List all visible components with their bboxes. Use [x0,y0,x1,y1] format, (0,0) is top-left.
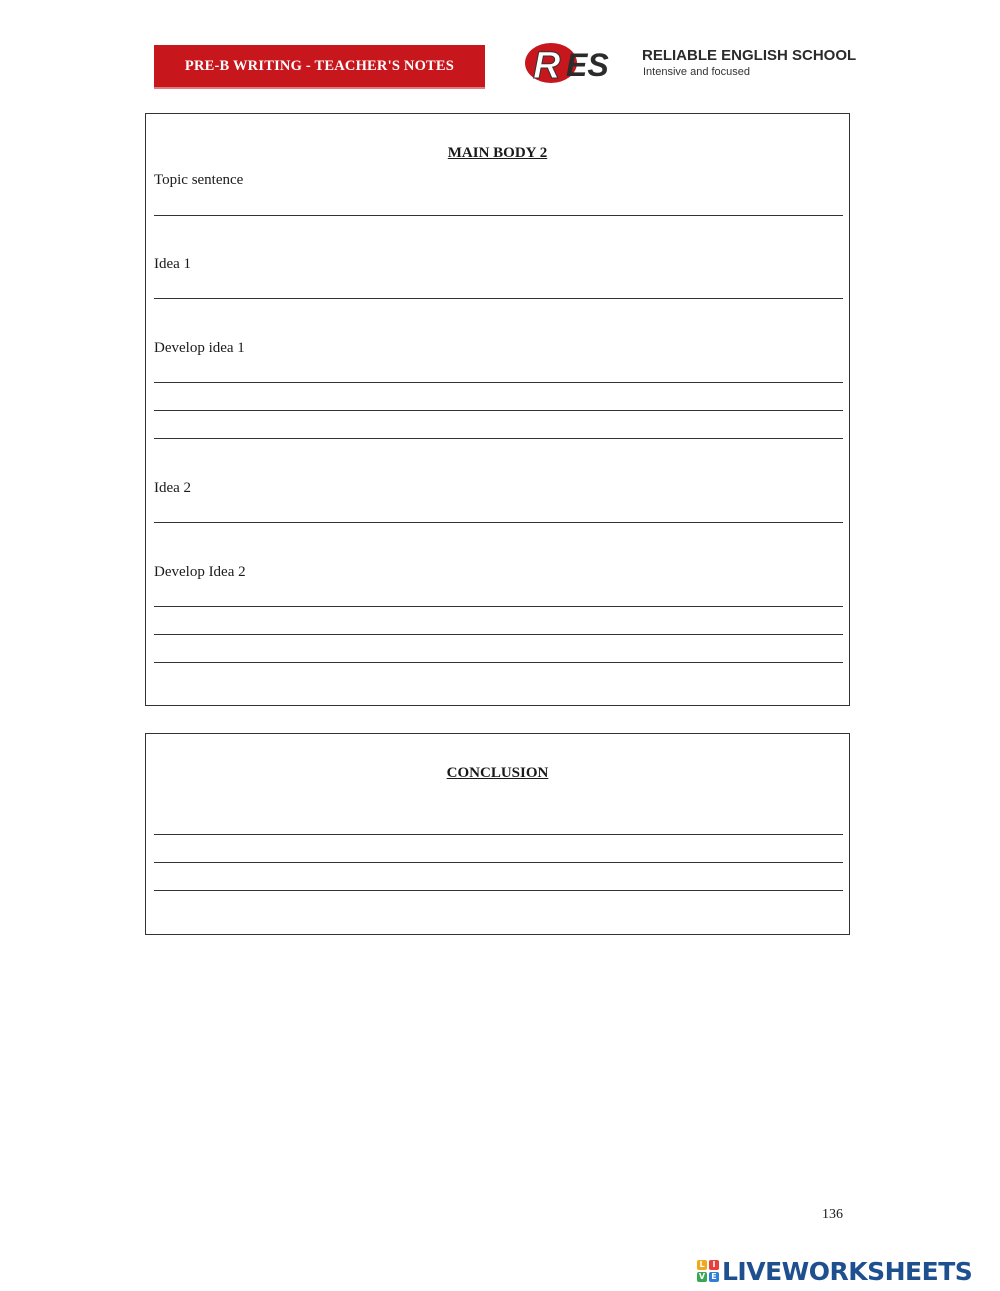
banner-title: PRE-B WRITING - TEACHER'S NOTES [184,57,455,74]
conclusion-title: CONCLUSION [446,765,549,781]
main-body-title: MAIN BODY 2 [447,145,548,161]
header-banner [154,45,485,87]
develop-idea-2-line[interactable] [154,662,843,663]
develop-idea-2-line[interactable] [154,606,843,607]
idea-1-line[interactable] [154,298,843,299]
res-logo-icon [524,40,639,86]
main-body-box [145,113,850,706]
liveworksheets-icon: L I V E [697,1260,719,1282]
liveworksheets-wordmark: LIVEWORKSHEETS [722,1256,973,1286]
develop-idea-1-line[interactable] [154,438,843,439]
conclusion-line[interactable] [154,862,843,863]
conclusion-line[interactable] [154,834,843,835]
conclusion-line[interactable] [154,890,843,891]
school-logo [524,40,857,86]
topic-sentence-line[interactable] [154,215,843,216]
develop-idea-2-line[interactable] [154,634,843,635]
idea-2-line[interactable] [154,522,843,523]
liveworksheets-logo [697,1256,993,1286]
school-tagline: Intensive and focused [643,66,751,78]
develop-idea-2-label: Develop Idea 2 [154,564,246,580]
school-name: RELIABLE ENGLISH SCHOOL [642,47,857,64]
svg-text:ES: ES [566,47,609,83]
topic-sentence-label: Topic sentence [154,172,244,188]
develop-idea-1-label: Develop idea 1 [154,340,245,356]
develop-idea-1-line[interactable] [154,382,843,383]
svg-text:R: R [533,45,561,86]
idea-1-label: Idea 1 [154,256,192,272]
page-number: 136 [822,1207,843,1222]
conclusion-box [145,733,850,935]
develop-idea-1-line[interactable] [154,410,843,411]
idea-2-label: Idea 2 [154,480,192,496]
